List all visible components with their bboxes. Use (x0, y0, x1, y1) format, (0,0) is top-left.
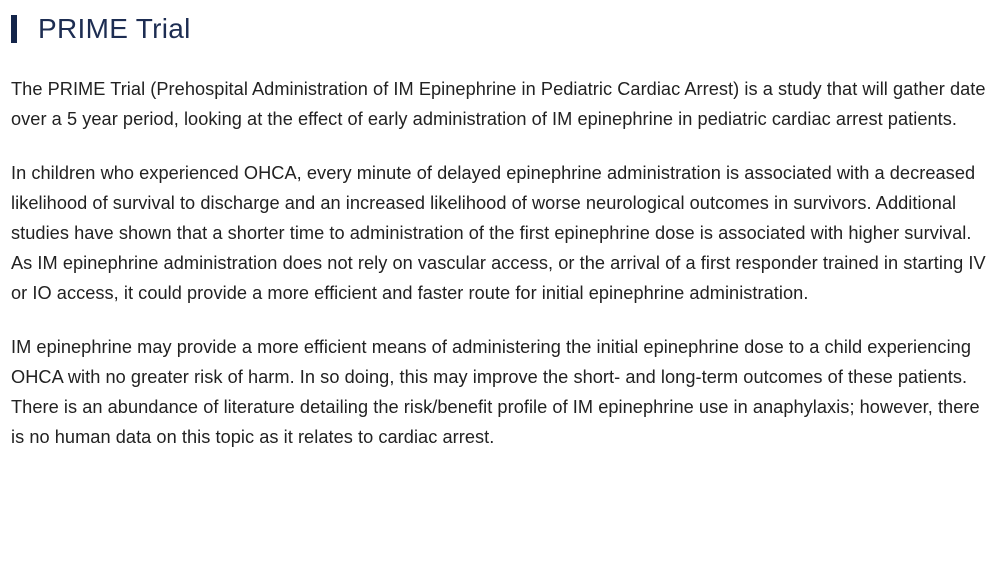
article-content (11, 10, 986, 476)
heading-accent-bar (11, 15, 17, 43)
paragraph-background: In children who experienced OHCA, every minute of delayed epinephrine administration is associated with a decreased likelihood of survival to discharge and an increased likelihood of worse neurological outcomes in survivors. Additional studies have shown that a shorter time to administration of the first epinephrine dose is associated with higher survival. As IM epinephrine administration does not rely on vascular access, or the arrival of a first responder trained in starting IV or IO access, it could provide a more efficient and faster route for initial epinephrine administration. (11, 163, 986, 303)
page-title: PRIME Trial (38, 13, 191, 44)
section-heading (11, 10, 986, 48)
paragraph-rationale: IM epinephrine may provide a more efficient means of administering the initial epinephrine dose to a child experiencing OHCA with no greater risk of harm. In so doing, this may improve the short- and long-term outcomes of these patients. There is an abundance of literature detailing the risk/benefit profile of IM epinephrine use in anaphylaxis; however, there is no human data on this topic as it relates to cardiac arrest. (11, 337, 980, 447)
paragraph-intro: The PRIME Trial (Prehospital Administration of IM Epinephrine in Pediatric Cardiac Arrest) is a study that will gather date over a 5 year period, looking at the effect of early administration of IM epinephrine in pediatric cardiac arrest patients. (11, 79, 986, 129)
